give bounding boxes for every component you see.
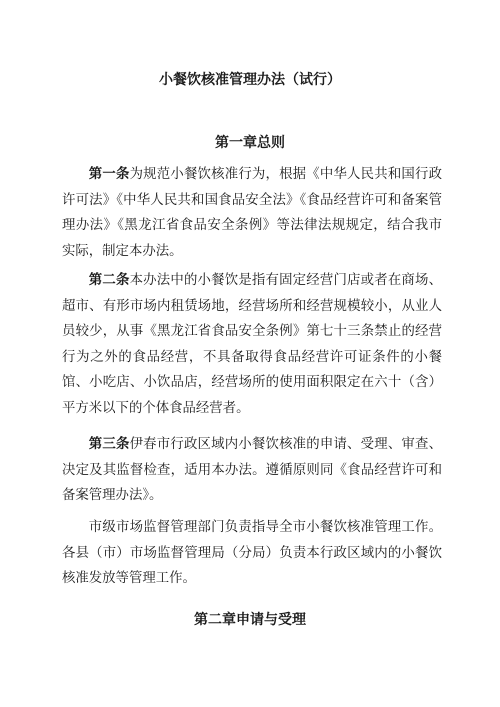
- article-1-paragraph: [62, 162, 442, 264]
- article-1-label: 第一条: [88, 166, 130, 182]
- article-3-label: 第三条: [88, 436, 130, 452]
- document-title: 小餐饮核准管理办法（试行）: [159, 72, 341, 88]
- chapter-2-heading: 第二章申请与受理: [194, 612, 306, 628]
- article-2-label: 第二条: [88, 272, 130, 288]
- article-2-paragraph: [62, 268, 442, 422]
- chapter-1-heading: 第一章总则: [215, 135, 285, 151]
- article-3-paragraph: [62, 432, 442, 509]
- article-1-text: 为规范小餐饮核准行为，根据《中华人民共和国行政许可法》《中华人民共和国食品安全法》《食品经营许可和备案管理办法》《黑龙江省食品安全条例》等法律法规规定，结合我市实际，制定本办法。: [62, 167, 443, 259]
- article-3-text: 伊春市行政区域内小餐饮核准的申请、受理、审查、决定及其监督检查，适用本办法。遵循原则同《食品经营许可和备案管理办法》。: [62, 437, 443, 504]
- body-paragraph: 市级市场监督管理部门负责指导全市小餐饮核准管理工作。各县（市）市场监督管理局（分局）负责本行政区域内的小餐饮核准发放等管理工作。: [62, 520, 442, 587]
- article-2-text: 本办法中的小餐饮是指有固定经营门店或者在商场、超市、有形市场内租赁场地，经营场所和经营规模较小，从业人员较少，从事《黑龙江省食品安全条例》第七十三条禁止的经营行为之外的食品经营，不具备取得食品经营许可证条件的小餐馆、小吃店、小饮品店，经营场所的使用面积限定在六十（含）平方米以下的个体食品经营者。: [62, 273, 443, 416]
